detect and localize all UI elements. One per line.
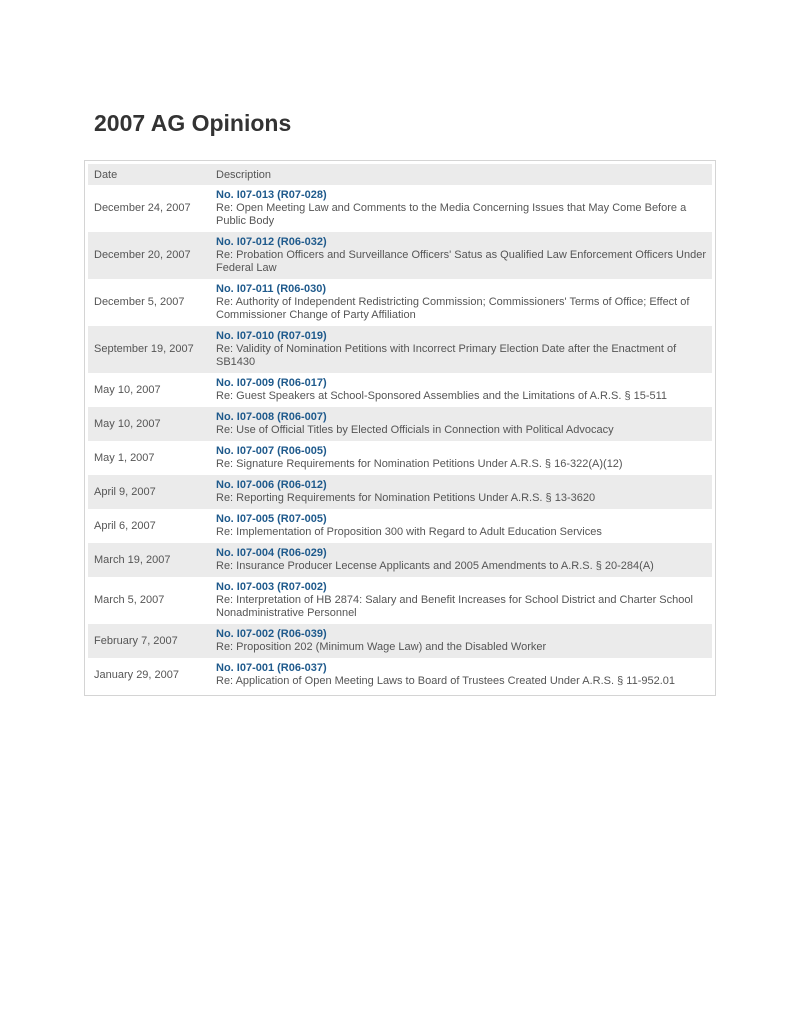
opinion-number-link[interactable]: No. I07-011 (R06-030) — [216, 283, 327, 295]
opinion-description-cell — [210, 373, 712, 407]
table-row — [88, 624, 712, 658]
opinion-date: May 10, 2007 — [88, 407, 210, 441]
opinion-subject: Re: Use of Official Titles by Elected Officials in Connection with Political Advocacy — [216, 424, 614, 436]
opinion-subject: Re: Open Meeting Law and Comments to the Media Concerning Issues that May Come Before a Public Body — [216, 202, 687, 227]
opinion-description-cell — [210, 441, 712, 475]
opinions-table-container — [84, 160, 716, 696]
opinion-description-cell — [210, 509, 712, 543]
description-column-header: Description — [210, 164, 712, 185]
opinion-date: December 24, 2007 — [88, 185, 210, 232]
table-row — [88, 509, 712, 543]
opinion-date: February 7, 2007 — [88, 624, 210, 658]
opinion-number-link[interactable]: No. I07-006 (R06-012) — [216, 479, 327, 491]
opinion-subject: Re: Authority of Independent Redistricting Commission; Commissioners' Terms of Office; Effect of Commissioner Change of Party Affiliation — [216, 296, 690, 321]
opinion-number-link[interactable]: No. I07-002 (R06-039) — [216, 628, 327, 640]
opinion-description-cell — [210, 658, 712, 692]
opinion-subject: Re: Insurance Producer Lecense Applicants and 2005 Amendments to A.R.S. § 20-284(A) — [216, 560, 654, 572]
opinion-subject: Re: Implementation of Proposition 300 with Regard to Adult Education Services — [216, 526, 602, 538]
table-row — [88, 543, 712, 577]
table-row — [88, 373, 712, 407]
table-row — [88, 577, 712, 624]
opinion-subject: Re: Application of Open Meeting Laws to Board of Trustees Created Under A.R.S. § 11-952.01 — [216, 675, 676, 687]
opinion-description-cell — [210, 577, 712, 624]
opinion-number-link[interactable]: No. I07-005 (R07-005) — [216, 513, 327, 525]
opinion-subject: Re: Reporting Requirements for Nomination Petitions Under A.R.S. § 13-3620 — [216, 492, 596, 504]
opinion-subject: Re: Validity of Nomination Petitions with Incorrect Primary Election Date after the Enactment of SB1430 — [216, 343, 677, 368]
opinion-number-link[interactable]: No. I07-004 (R06-029) — [216, 547, 327, 559]
opinions-table — [88, 164, 712, 692]
opinion-date: March 5, 2007 — [88, 577, 210, 624]
opinion-description-cell — [210, 326, 712, 373]
opinion-number-link[interactable]: No. I07-008 (R06-007) — [216, 411, 327, 423]
opinion-subject: Re: Proposition 202 (Minimum Wage Law) and the Disabled Worker — [216, 641, 547, 653]
opinion-number-link[interactable]: No. I07-009 (R06-017) — [216, 377, 327, 389]
opinion-description-cell — [210, 279, 712, 326]
opinion-date: May 1, 2007 — [88, 441, 210, 475]
opinion-date: April 6, 2007 — [88, 509, 210, 543]
opinion-date: December 5, 2007 — [88, 279, 210, 326]
table-row — [88, 475, 712, 509]
opinion-subject: Re: Interpretation of HB 2874: Salary and Benefit Increases for School District and Charter School Nonadministrative Personnel — [216, 594, 693, 619]
table-body — [88, 185, 712, 692]
opinion-date: January 29, 2007 — [88, 658, 210, 692]
table-header-row — [88, 164, 712, 185]
opinion-date: April 9, 2007 — [88, 475, 210, 509]
opinion-description-cell — [210, 185, 712, 232]
opinion-date: September 19, 2007 — [88, 326, 210, 373]
opinion-description-cell — [210, 475, 712, 509]
table-row — [88, 232, 712, 279]
opinion-date: May 10, 2007 — [88, 373, 210, 407]
table-row — [88, 441, 712, 475]
table-row — [88, 326, 712, 373]
opinion-description-cell — [210, 543, 712, 577]
opinion-description-cell — [210, 624, 712, 658]
opinion-number-link[interactable]: No. I07-010 (R07-019) — [216, 330, 327, 342]
opinion-number-link[interactable]: No. I07-001 (R06-037) — [216, 662, 327, 674]
opinion-description-cell — [210, 232, 712, 279]
table-row — [88, 185, 712, 232]
opinion-subject: Re: Probation Officers and Surveillance Officers' Satus as Qualified Law Enforcement Officers Under Federal Law — [216, 249, 706, 274]
opinion-number-link[interactable]: No. I07-013 (R07-028) — [216, 189, 327, 201]
table-row — [88, 407, 712, 441]
opinion-date: March 19, 2007 — [88, 543, 210, 577]
opinion-description-cell — [210, 407, 712, 441]
table-row — [88, 658, 712, 692]
table-row — [88, 279, 712, 326]
page-title: 2007 AG Opinions — [94, 110, 292, 136]
opinion-number-link[interactable]: No. I07-003 (R07-002) — [216, 581, 327, 593]
opinion-number-link[interactable]: No. I07-012 (R06-032) — [216, 236, 327, 248]
opinion-date: December 20, 2007 — [88, 232, 210, 279]
opinion-number-link[interactable]: No. I07-007 (R06-005) — [216, 445, 327, 457]
date-column-header: Date — [88, 164, 210, 185]
opinion-subject: Re: Signature Requirements for Nomination Petitions Under A.R.S. § 16-322(A)(12) — [216, 458, 623, 470]
opinion-subject: Re: Guest Speakers at School-Sponsored Assemblies and the Limitations of A.R.S. § 15-511 — [216, 390, 668, 402]
